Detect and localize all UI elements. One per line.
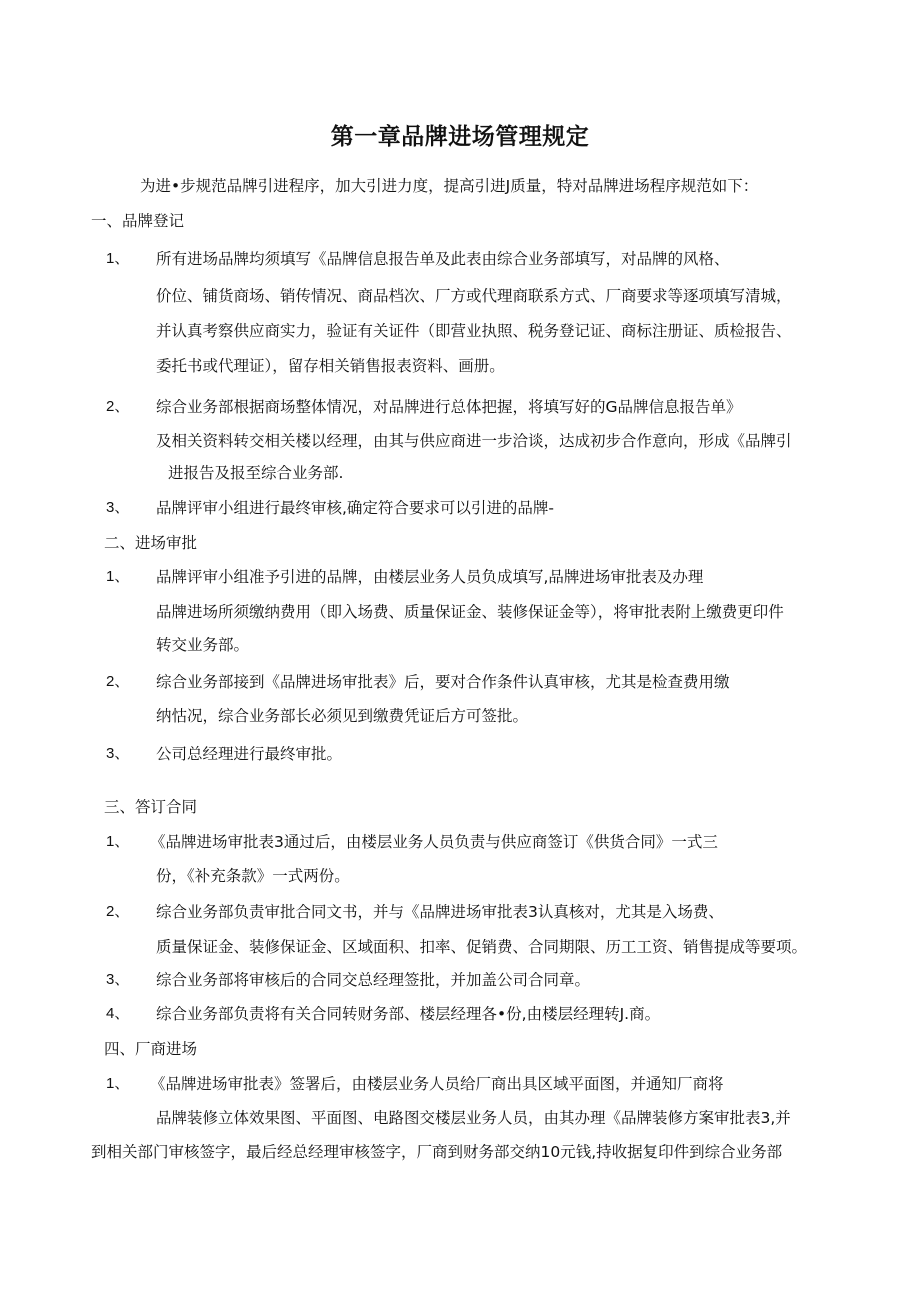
item-line: 所有进场品牌均须填写《品牌信息报告单及此表由综合业务部填写，对品牌的风格、 <box>156 250 730 268</box>
item-line: 转交业务部。 <box>156 636 250 654</box>
item-line: 品牌评审小组准予引进的品牌，由楼层业务人员负成填写,品牌进场审批表及办理 <box>156 568 704 586</box>
item-line: 价位、铺货商场、销传情况、商品档次、厂方或代理商联系方式、厂商要求等逐项填写清城， <box>156 287 792 305</box>
item-line: 综合业务部负责将有关合同转财务部、楼层经理各•份,由楼层经理转J.商。 <box>156 1005 661 1023</box>
item-line: 品牌装修立体效果图、平面图、电路图交楼层业务人员，由其办理《品牌装修方案审批表3,并 <box>156 1109 791 1127</box>
item-line: 《品牌进场审批表3通过后，由楼层业务人员负责与供应商签订《供货合同》一式三 <box>150 833 718 851</box>
item-line: 及相关资料转交相关楼以经理，由其与供应商进一步洽谈，达成初步合作意向，形成《品牌引 <box>156 432 792 450</box>
item-line: 综合业务部将审核后的合同交总经理签批，并加盖公司合同章。 <box>156 971 591 989</box>
document-title: 第一章品牌进场管理规定 <box>330 124 590 150</box>
item-number: 2、 <box>106 673 130 690</box>
section-heading: 四、厂商进场 <box>104 1040 198 1058</box>
item-line: 综合业务部接到《品牌进场审批表》后，要对合作条件认真审核，尤其是检查费用缴 <box>156 673 730 691</box>
item-number: 1、 <box>106 1075 130 1092</box>
section-heading: 二、进场审批 <box>104 534 198 552</box>
item-number: 1、 <box>106 250 130 267</box>
item-line: 进报告及报至综合业务部. <box>168 464 344 482</box>
item-line: 《品牌进场审批表》签署后，由楼层业务人员给厂商出具区域平面图，并通知厂商将 <box>150 1075 724 1093</box>
item-line: 公司总经理进行最终审批。 <box>156 745 343 763</box>
item-line: 到相关部门审核签字，最后经总经理审核签字，厂商到财务部交纳10元钱,持收据复印件到综合业务部 <box>91 1143 783 1161</box>
item-number: 4、 <box>106 1005 130 1022</box>
item-line: 份，《补充条款》一式两份。 <box>156 867 350 885</box>
item-line: 品牌进场所须缴纳费用（即入场费、质量保证金、装修保证金等），将审批表附上缴费更印件 <box>156 603 784 621</box>
section-heading: 三、答订合同 <box>104 798 198 816</box>
item-line: 品牌评审小组进行最终审核,确定符合要求可以引进的品牌- <box>156 499 555 517</box>
item-line: 质量保证金、装修保证金、区域面积、扣率、促销费、合同期限、历工工资、销售提成等要项。 <box>156 938 808 956</box>
item-line: 综合业务部负责审批合同文书，并与《品牌进场审批表3认真核对，尤其是入场费、 <box>156 903 724 921</box>
item-number: 2、 <box>106 903 130 920</box>
item-line: 综合业务部根据商场整体情况，对品牌进行总体把握，将填写好的G品牌信息报告单》 <box>156 398 742 416</box>
item-number: 1、 <box>106 833 130 850</box>
intro-paragraph: 为进•步规范品牌引进程序，加大引进力度，提高引进J质量，特对品牌进场程序规范如下： <box>140 177 759 195</box>
item-number: 3、 <box>106 745 130 762</box>
item-number: 3、 <box>106 971 130 988</box>
item-number: 3、 <box>106 499 130 516</box>
item-line: 委托书或代理证），留存相关销售报表资料、画册。 <box>156 357 505 375</box>
item-number: 2、 <box>106 398 130 415</box>
item-number: 1、 <box>106 568 130 585</box>
section-heading: 一、品牌登记 <box>91 212 185 230</box>
item-line: 纳怙况，综合业务部长必须见到缴费凭证后方可签批。 <box>156 707 529 725</box>
item-line: 并认真考察供应商实力，验证有关证件（即营业执照、税务登记证、商标注册证、质检报告、 <box>156 322 792 340</box>
